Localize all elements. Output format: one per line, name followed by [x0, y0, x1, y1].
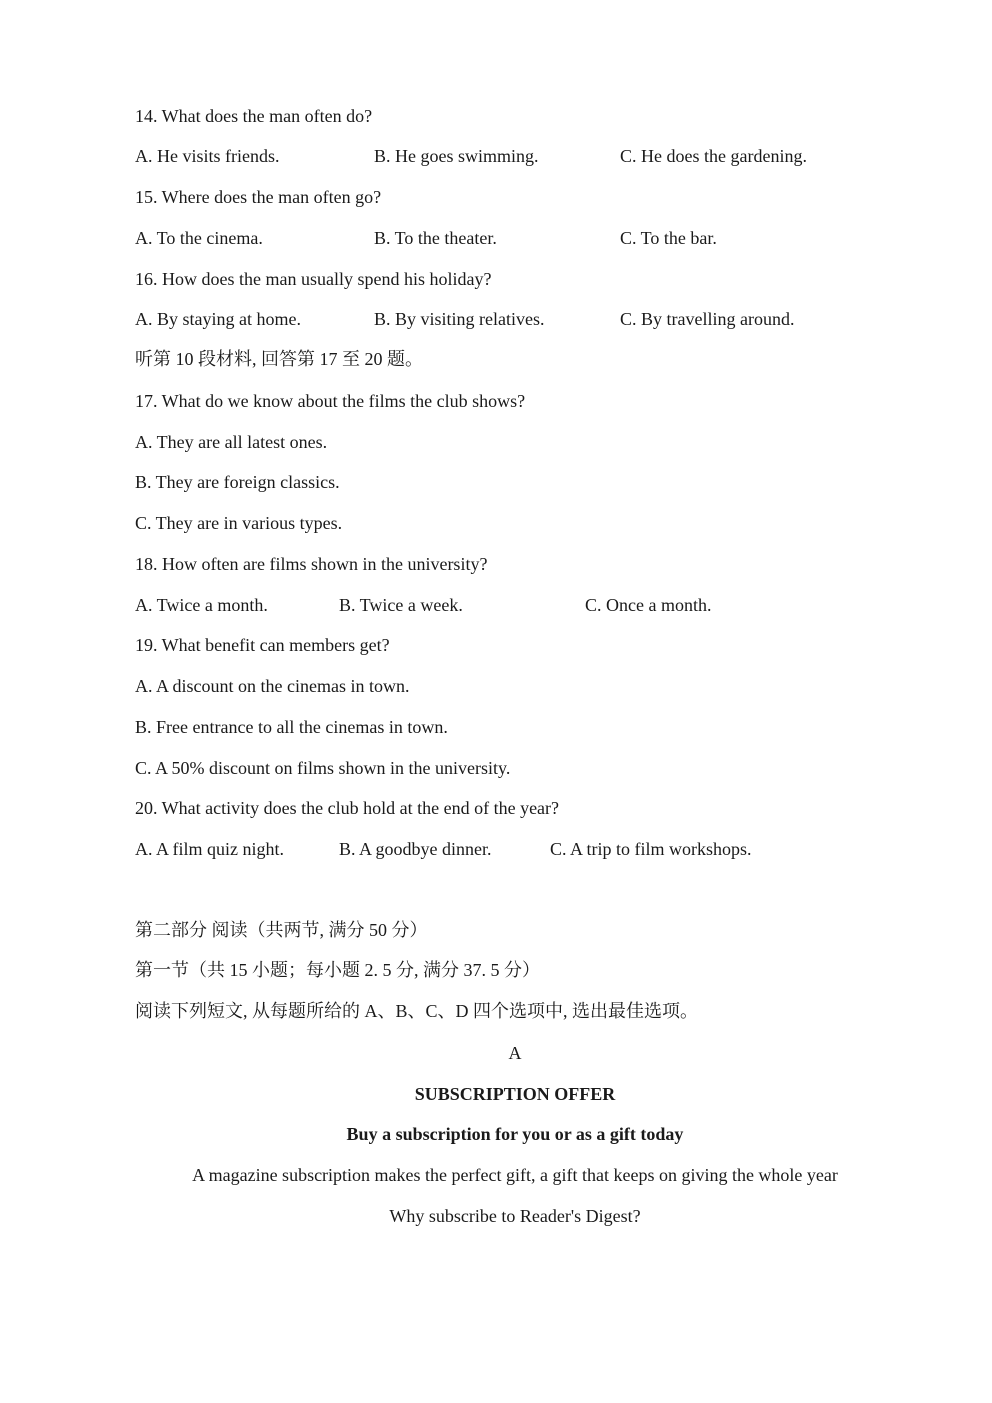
question-17-option-a: A. They are all latest ones. [135, 432, 328, 452]
question-16-option-a: A. By staying at home. [135, 309, 301, 329]
question-17-option-b: B. They are foreign classics. [135, 472, 340, 492]
question-14-option-a: A. He visits friends. [135, 146, 280, 166]
part2-heading: 第二部分 阅读（共两节, 满分 50 分） [135, 920, 428, 940]
question-18-stem: 18. How often are films shown in the university? [135, 554, 488, 574]
question-20-option-b: B. A goodbye dinner. [339, 839, 492, 859]
question-17-stem: 17. What do we know about the films the club shows? [135, 391, 526, 411]
question-19-option-b: B. Free entrance to all the cinemas in town. [135, 717, 448, 737]
question-19-option-c: C. A 50% discount on films shown in the university. [135, 758, 511, 778]
question-16-option-c: C. By travelling around. [620, 309, 795, 329]
part2-section1: 第一节（共 15 小题；每小题 2. 5 分, 满分 37. 5 分） [135, 960, 540, 980]
question-20-option-c: C. A trip to film workshops. [550, 839, 752, 859]
passage-title: SUBSCRIPTION OFFER [414, 1084, 616, 1104]
question-15-option-b: B. To the theater. [374, 228, 497, 248]
question-15-option-c: C. To the bar. [620, 228, 717, 248]
question-16-option-b: B. By visiting relatives. [374, 309, 545, 329]
question-20-option-a: A. A film quiz night. [135, 839, 285, 859]
question-15-stem: 15. Where does the man often go? [135, 187, 382, 207]
question-14-option-b: B. He goes swimming. [374, 146, 539, 166]
question-17-option-c: C. They are in various types. [135, 513, 343, 533]
question-18-option-b: B. Twice a week. [339, 595, 463, 615]
passage-label: A [508, 1043, 522, 1063]
listening-instruction-10: 听第 10 段材料, 回答第 17 至 20 题。 [135, 349, 423, 369]
question-19-option-a: A. A discount on the cinemas in town. [135, 676, 410, 696]
question-16-stem: 16. How does the man usually spend his holiday? [135, 269, 492, 289]
passage-subtitle: Buy a subscription for you or as a gift today [346, 1124, 684, 1144]
question-20-stem: 20. What activity does the club hold at the end of the year? [135, 798, 560, 818]
question-14-stem: 14. What does the man often do? [135, 106, 373, 126]
question-18-option-c: C. Once a month. [585, 595, 712, 615]
part2-instruction: 阅读下列短文, 从每题所给的 A、B、C、D 四个选项中, 选出最佳选项。 [135, 1001, 699, 1021]
question-15-option-a: A. To the cinema. [135, 228, 263, 248]
passage-question: Why subscribe to Reader's Digest? [389, 1206, 641, 1226]
question-14-option-c: C. He does the gardening. [620, 146, 807, 166]
question-18-option-a: A. Twice a month. [135, 595, 268, 615]
question-19-stem: 19. What benefit can members get? [135, 635, 390, 655]
passage-intro: A magazine subscription makes the perfect gift, a gift that keeps on giving the whole year [192, 1165, 838, 1185]
